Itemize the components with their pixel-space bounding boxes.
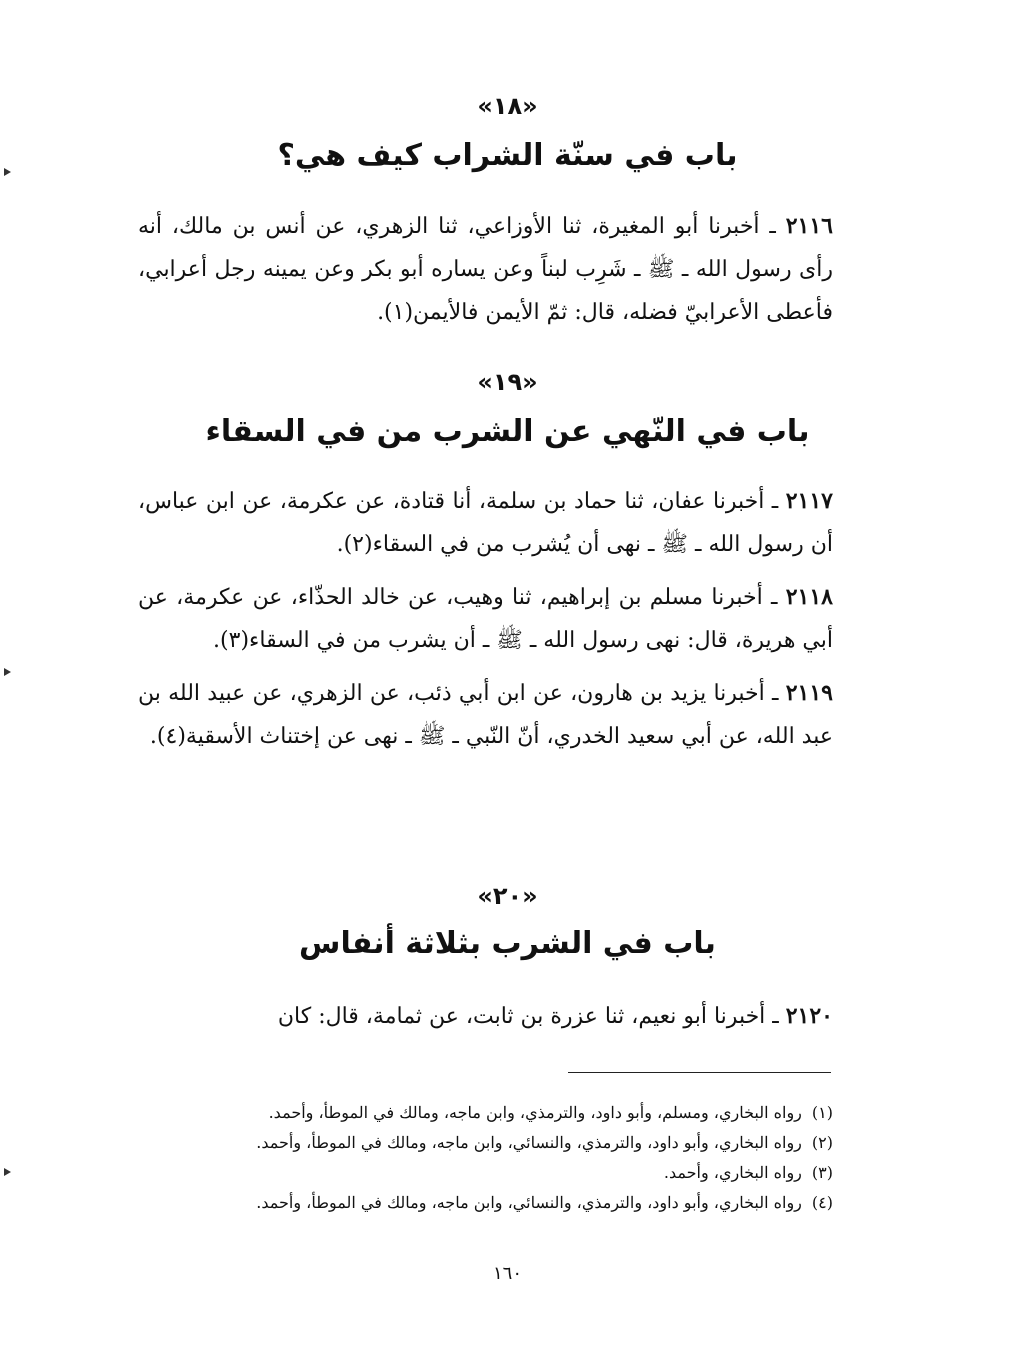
page-number: ١٦٠ — [492, 1263, 522, 1284]
chapter-title: باب في الشرب بثلاثة أنفاس — [299, 926, 716, 961]
scan-margin-mark — [4, 168, 11, 176]
hadith-text: ـ أخبرنا أبو المغيرة، ثنا الأوزاعي، ثنا الزهري، عن أنس بن مالك، أنه رأى رسول الله ـ ﷺ ـ شَرِب لبناً وعن يساره أبو بكر وعن يمينه رجل أعرابي، فأعطى الأعرابيّ فضله، قال: ثمّ الأيمن فالأيمن(١). — [138, 214, 833, 325]
hadith-paragraph — [138, 672, 833, 758]
hadith-text: ـ أخبرنا عفان، ثنا حماد بن سلمة، أنا قتادة، عن عكرمة، عن ابن عباس، أن رسول الله ـ ﷺ ـ نهى أن يُشرب من في السقاء(٢). — [138, 489, 833, 557]
footnote-text: رواه البخاري، وأحمد. — [663, 1163, 802, 1182]
footnote-marker: (٣) — [811, 1163, 833, 1182]
hadith-text: ـ أخبرنا يزيد بن هارون، عن ابن أبي ذئب، عن الزهري، عن عبيد الله بن عبد الله، عن أبي سعيد الخدري، أنّ النّبي ـ ﷺ ـ نهى عن إختناث الأسقية(٤). — [138, 681, 833, 749]
hadith-text: ـ أخبرنا أبو نعيم، ثنا عزرة بن ثابت، عن ثمامة، قال: كان — [277, 1004, 786, 1029]
footnote — [138, 1128, 833, 1158]
scan-margin-mark — [4, 1168, 11, 1176]
footnote-text: رواه البخاري، ومسلم، وأبو داود، والترمذي، وابن ماجه، ومالك في الموطأ، وأحمد. — [268, 1103, 802, 1122]
hadith-number: ٢١١٦ — [785, 213, 833, 239]
chapter-title: باب في سنّة الشراب كيف هي؟ — [277, 138, 738, 173]
footnote-marker: (٤) — [811, 1193, 833, 1212]
section-body — [138, 205, 833, 334]
hadith-paragraph — [138, 205, 833, 334]
footnote-text: رواه البخاري، وأبو داود، والترمذي، والنسائي، وابن ماجه، ومالك في الموطأ، وأحمد. — [256, 1133, 802, 1152]
footnote-divider — [568, 1072, 831, 1073]
footnote-marker: (١) — [811, 1103, 833, 1122]
footnote-text: رواه البخاري، وأبو داود، والترمذي، والنسائي، وابن ماجه، ومالك في الموطأ، وأحمد. — [256, 1193, 802, 1212]
footnotes — [138, 1098, 833, 1218]
hadith-paragraph — [138, 480, 833, 566]
hadith-number: ٢١١٧ — [785, 488, 833, 514]
chapter-number: «١٩» — [477, 368, 538, 396]
hadith-text: ـ أخبرنا مسلم بن إبراهيم، ثنا وهيب، عن خالد الحذّاء، عن عكرمة، عن أبي هريرة، قال: نهى رسول الله ـ ﷺ ـ أن يشرب من في السقاء(٣). — [138, 585, 833, 653]
scan-margin-mark — [4, 668, 11, 676]
chapter-number: «١٨» — [477, 92, 538, 120]
section-body — [138, 995, 833, 1038]
chapter-title: باب في النّهي عن الشرب من في السقاء — [205, 414, 810, 449]
footnote-marker: (٢) — [811, 1133, 833, 1152]
hadith-paragraph — [138, 995, 833, 1038]
footnote — [138, 1098, 833, 1128]
footnote — [138, 1188, 833, 1218]
hadith-paragraph — [138, 576, 833, 662]
footnote — [138, 1158, 833, 1188]
hadith-number: ٢١١٩ — [785, 680, 833, 706]
chapter-number: «٢٠» — [477, 882, 538, 910]
section-body — [138, 480, 833, 758]
hadith-number: ٢١١٨ — [785, 584, 833, 610]
hadith-number: ٢١٢٠ — [785, 1003, 833, 1029]
